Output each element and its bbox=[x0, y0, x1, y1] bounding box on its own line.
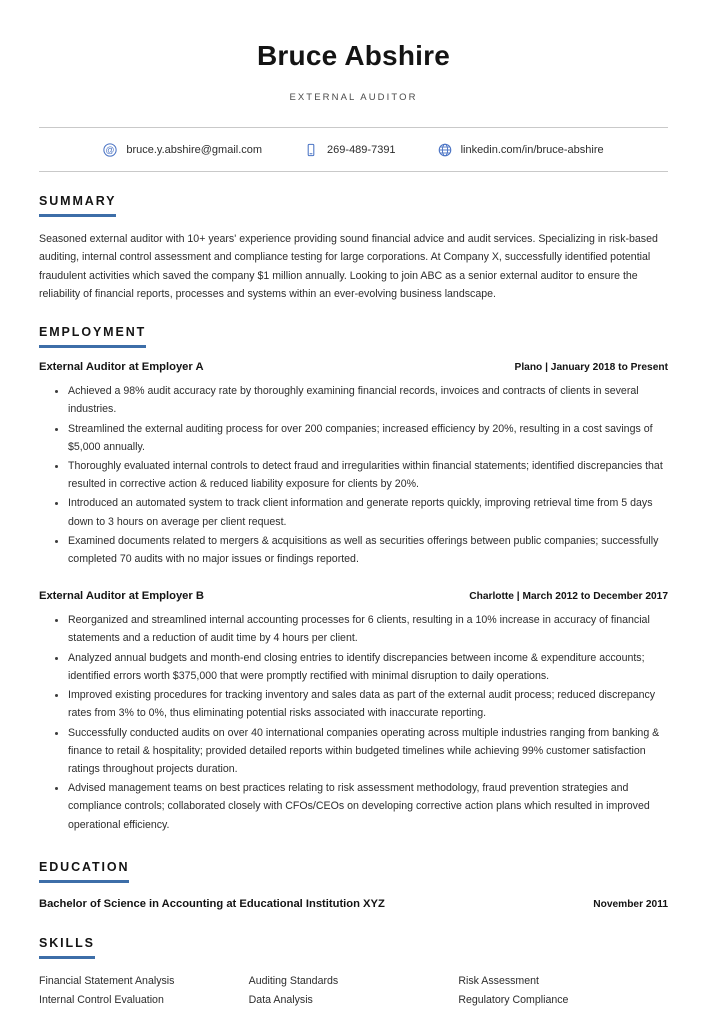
list-item: Advised management teams on best practices relating to risk assessment methodology, fraud prevention strategies and compliance controls; collaborated closely with CFOs/CEOs on developing corrective action plans which resulted in improved operational efficiency. bbox=[68, 779, 668, 834]
education-body bbox=[39, 898, 668, 910]
list-item: Introduced an automated system to track client information and generate reports quickly, improving retrieval time from 5 days down to 3 hours on average per client request. bbox=[68, 494, 668, 530]
list-item: Examined documents related to mergers & acquisitions as well as securities offerings between public companies; successfully completed 70 audits with no major issues or findings reported. bbox=[68, 532, 668, 568]
contact-linkedin[interactable] bbox=[438, 143, 604, 157]
contact-email-label: bruce.y.abshire@gmail.com bbox=[126, 143, 263, 156]
section-education bbox=[39, 858, 668, 910]
skill-item: Regulatory Compliance bbox=[458, 993, 569, 1006]
section-heading-education: EDUCATION bbox=[39, 860, 129, 883]
summary-text: Seasoned external auditor with 10+ years' experience providing sound financial advice and audit services. Specializing in risk-based auditing, internal control assessment and compliance testing for large corporations. At Company X, successfully identified potential fraudulent activities which saved the company $1 million annually. Looking to join ABC as a senior external auditor to ensure the reliability of financial reports, processes and systems within an ever-evolving business landscape. bbox=[39, 233, 658, 300]
at-sign-icon bbox=[103, 143, 117, 157]
contact-phone-label: 269-489-7391 bbox=[327, 143, 396, 156]
list-item: Thoroughly evaluated internal controls to detect fraud and irregularities within financial statements; identified discrepancies that resulted in corrective action & reduced liability exposure for clients by 20%. bbox=[68, 457, 668, 493]
employment-entry bbox=[39, 590, 668, 834]
section-heading-summary: SUMMARY bbox=[39, 194, 116, 217]
mobile-phone-icon bbox=[304, 143, 318, 157]
list-item: Analyzed annual budgets and month-end closing entries to identify discrepancies between income & expenditure accounts; identified errors worth $375,000 that were promptly rectified with minimal disruption to daily operations. bbox=[68, 649, 668, 685]
contact-phone[interactable] bbox=[304, 143, 396, 157]
employment-bullets bbox=[39, 382, 668, 568]
list-item: Improved existing procedures for tracking inventory and sales data as part of the external audit process; reduced discrepancy rates from 3% to 0%, thus eliminating potential risks associated with inaccurate reporting. bbox=[68, 686, 668, 722]
skill-item: Risk Assessment bbox=[458, 974, 539, 987]
contact-email[interactable] bbox=[103, 143, 262, 157]
section-heading-employment: EMPLOYMENT bbox=[39, 325, 146, 348]
section-skills bbox=[39, 934, 668, 1009]
employment-entry-meta: Charlotte | March 2012 to December 2017 bbox=[469, 591, 668, 603]
skills-column bbox=[458, 973, 668, 1009]
section-summary bbox=[39, 192, 668, 303]
job-title-subtitle: EXTERNAL AUDITOR bbox=[289, 92, 418, 104]
list-item: Streamlined the external auditing process for over 200 companies; increased efficiency by 20%, resulting in a cost savings of $5,000 annually. bbox=[68, 420, 668, 456]
skills-column bbox=[39, 973, 249, 1009]
skills-body bbox=[39, 973, 668, 1009]
list-item: Successfully conducted audits on over 40 international companies operating across multiple industries ranging from banking & finance to retail & hospitality; provided detailed reports within budgeted timelines while achieving 99% customer satisfaction ratings throughout projects duration. bbox=[68, 724, 668, 779]
skills-grid bbox=[39, 973, 668, 1009]
skill-item: Data Analysis bbox=[248, 993, 313, 1006]
employment-entry-head bbox=[39, 590, 668, 602]
skill-item: Financial Statement Analysis bbox=[39, 974, 175, 987]
skills-column bbox=[249, 973, 459, 1009]
page-title: Bruce Abshire bbox=[257, 40, 450, 71]
skill-item: Internal Control Evaluation bbox=[39, 993, 164, 1006]
list-item: Achieved a 98% audit accuracy rate by thoroughly examining financial records, invoices and contracts of clients in several industries. bbox=[68, 382, 668, 418]
education-date: November 2011 bbox=[593, 898, 668, 910]
section-employment bbox=[39, 323, 668, 834]
employment-body bbox=[39, 361, 668, 834]
employment-entry-title: External Auditor at Employer A bbox=[39, 361, 204, 374]
section-heading-skills: SKILLS bbox=[39, 936, 95, 959]
list-item: Reorganized and streamlined internal accounting processes for 6 clients, resulting in a 10% increase in accuracy of financial statements and a reduction of audit time by 4 hours per client. bbox=[68, 611, 668, 647]
svg-text:@: @ bbox=[105, 144, 115, 155]
summary-body bbox=[39, 230, 668, 303]
globe-icon bbox=[438, 143, 452, 157]
contact-linkedin-label: linkedin.com/in/bruce-abshire bbox=[460, 143, 604, 156]
employment-entry bbox=[39, 361, 668, 568]
skill-item: Auditing Standards bbox=[248, 974, 339, 987]
resume-header bbox=[39, 0, 668, 103]
employment-entry-head bbox=[39, 361, 668, 373]
header-divider-bottom bbox=[39, 171, 668, 172]
education-degree: Bachelor of Science in Accounting at Educational Institution XYZ bbox=[39, 897, 385, 910]
employment-entry-title: External Auditor at Employer B bbox=[39, 590, 204, 603]
education-entry bbox=[39, 898, 668, 910]
employment-bullets bbox=[39, 611, 668, 834]
employment-entry-meta: Plano | January 2018 to Present bbox=[514, 362, 668, 374]
contact-row bbox=[39, 128, 668, 171]
